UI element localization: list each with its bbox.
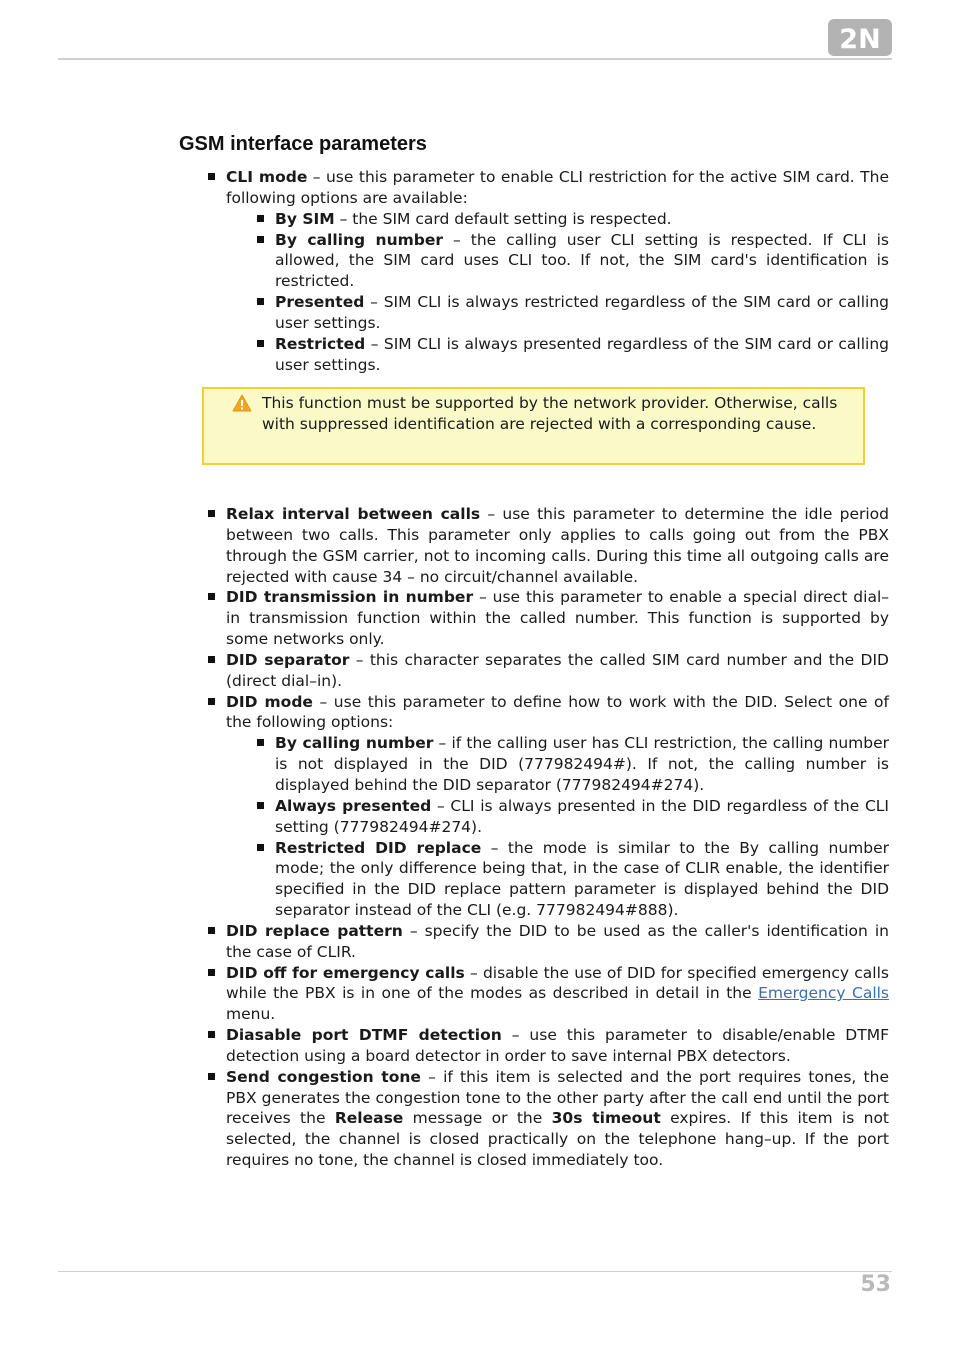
description: – the calling user CLI setting is respected. If CLI is allowed, the SIM card uses CLI too. If not, the SIM card's identification is restricted.	[275, 230, 889, 291]
description: – SIM CLI is always restricted regardless of the SIM card or calling user settings.	[275, 293, 889, 332]
list-item-restricted-did-replace	[255, 838, 889, 921]
page-number: 53	[860, 1272, 891, 1297]
header-rule	[58, 58, 892, 60]
page-title: GSM interface parameters	[179, 133, 427, 155]
description: – the SIM card default setting is respected.	[334, 209, 672, 228]
description: – specify the DID to be used as the caller's identification in the case of CLIR.	[226, 921, 889, 961]
list-item-restricted	[255, 334, 889, 376]
term: Diasable port DTMF detection	[226, 1026, 502, 1045]
warning-text: This function must be supported by the network provider. Otherwise, calls with suppressed identification are rejected with a corresponding cause.	[262, 394, 838, 433]
description: – CLI is always presented in the DID regardless of the CLI setting (777982494#274).	[275, 796, 890, 836]
term: Relax interval between calls	[226, 505, 481, 523]
list-item-did-mode	[206, 692, 889, 921]
warning-box	[202, 387, 865, 465]
description: – this character separates the called SIM card number and the DID (direct dial–in).	[226, 650, 889, 690]
term: CLI mode	[226, 168, 308, 186]
description: – disable the use of DID for specified emergency calls while the PBX is in one of the modes as described in detail in the	[226, 963, 889, 1003]
term: Restricted	[275, 334, 366, 353]
list-item-always-presented	[255, 796, 889, 838]
list-item-did-off-emergency	[206, 963, 889, 1026]
term: Presented	[275, 293, 365, 312]
list-item-by-calling-number	[255, 230, 889, 293]
description: – SIM CLI is always presented regardless of the SIM card or calling user settings.	[275, 334, 889, 374]
description: – use this parameter to determine the idle period between two calls. This parameter only applies to calls going out from the PBX through the GSM carrier, not to incoming calls. During this time all outgoing calls are rejected with cause 34 – no circuit/channel available.	[226, 505, 890, 586]
list-item-presented	[255, 292, 889, 334]
description: – if this item is selected and the port requires tones, the PBX generates the congestion tone to the other party after the call end until the port receives the	[226, 1067, 889, 1128]
footer-rule	[58, 1271, 892, 1272]
description: – use this parameter to define how to work with the DID. Select one of the following options:	[226, 692, 889, 732]
cli-mode-options	[226, 209, 889, 376]
list-item-did-replace-pattern	[206, 921, 889, 963]
list-item-did-by-calling-number	[255, 733, 889, 796]
term: By calling number	[275, 734, 434, 753]
list-item-dtmf-detection	[206, 1025, 889, 1067]
term: By SIM	[275, 209, 335, 228]
logo-text: 2N	[839, 24, 881, 55]
list-item-by-sim	[255, 209, 889, 230]
did-mode-options	[226, 733, 889, 921]
description: – use this parameter to disable/enable DTMF detection using a board detector in order to save internal PBX detectors.	[226, 1026, 890, 1065]
list-item-did-transmission	[206, 587, 889, 650]
description: – use this parameter to enable a special direct dial–in transmission function within the called number. This function is supported by some networks only.	[226, 588, 889, 649]
cli-list	[206, 167, 889, 375]
description: – the mode is similar to the By calling number mode; the only difference being that, in the case of CLIR enable, the identifier specified in the DID replace pattern parameter is displayed behind the DID separator instead of the CLI (e.g. 777982494#888).	[275, 838, 889, 920]
warning-triangle-icon	[232, 394, 252, 412]
term: DID transmission in number	[226, 588, 474, 607]
term: DID mode	[226, 692, 313, 711]
logo-2n	[828, 19, 892, 56]
term: DID off for emergency calls	[226, 963, 465, 982]
term: Always presented	[275, 796, 432, 815]
term: DID replace pattern	[226, 921, 403, 940]
description: – use this parameter to enable CLI restriction for the active SIM card. The following options are available:	[226, 168, 889, 207]
list-item-cli-mode	[206, 167, 889, 375]
description: expires. If this item is not selected, the channel is closed practically on the telephone hang–up. If the port requires no tone, the channel is closed immediately too.	[226, 1109, 890, 1170]
params-list	[206, 504, 889, 1171]
list-item-relax-interval	[206, 504, 889, 587]
term: Send congestion tone	[226, 1067, 421, 1086]
term: By calling number	[275, 230, 444, 249]
description-end: menu.	[226, 1005, 276, 1024]
description: message or the	[403, 1109, 552, 1128]
description: – if the calling user has CLI restriction, the calling number is not displayed in the DID (777982494#). If not, the calling number is displayed behind the DID separator (777982494#274).	[275, 734, 889, 794]
release-term: Release	[334, 1109, 404, 1128]
emergency-calls-link[interactable]: Emergency Calls	[758, 984, 890, 1003]
list-item-did-separator	[206, 650, 889, 692]
timeout-term: 30s timeout	[551, 1109, 661, 1128]
term: DID separator	[226, 650, 350, 669]
term: Restricted DID replace	[275, 838, 482, 857]
list-item-congestion-tone	[206, 1067, 889, 1171]
